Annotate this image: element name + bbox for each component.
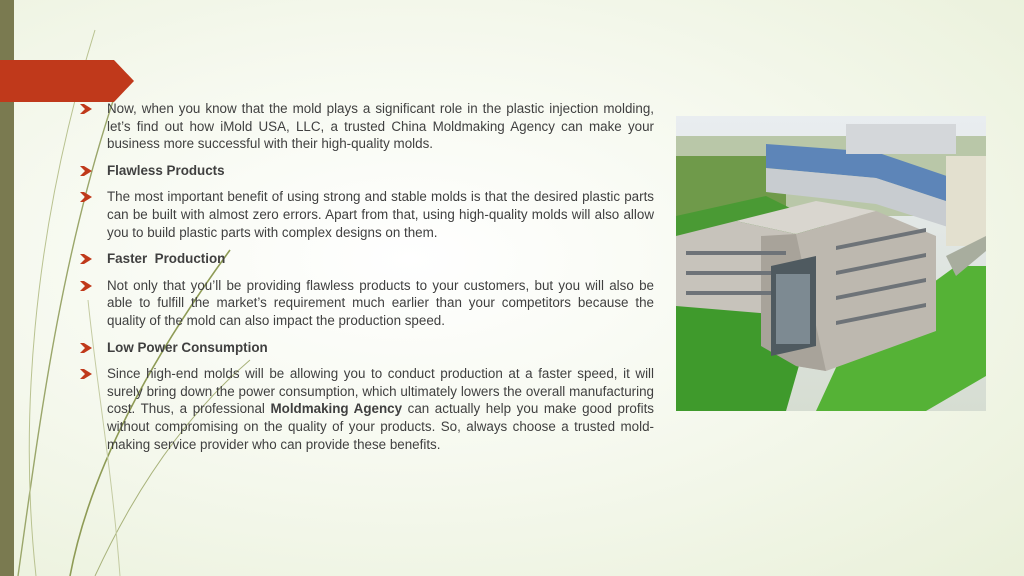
heading-flawless-products: Flawless Products — [107, 162, 225, 178]
factory-aerial-photo — [676, 116, 986, 411]
arrow-bullet-icon — [80, 192, 92, 202]
paragraph-faster: Not only that you’ll be providing flawless products to your customers, but you will also be able to fulfill the market’s requirement much earlier than your competitors because the quality of the mold can also impact the production speed. — [107, 277, 654, 328]
arrow-bullet-icon — [80, 104, 92, 114]
arrow-bullet-icon — [80, 369, 92, 379]
arrow-bullet-icon — [80, 343, 92, 353]
paragraph-low-power-part1: Since high-end molds will be allowing you to conduct production at a faster speed, it will surely bring down the power consumption, which ultimately lowers the overall manufacturing cost. Thus, a professional — [107, 366, 654, 417]
bullet-item — [80, 100, 654, 153]
bullet-heading — [80, 339, 654, 357]
moldmaking-agency-emphasis: Moldmaking Agency — [270, 401, 403, 417]
bullet-item — [80, 188, 654, 241]
paragraph-flawless: The most important benefit of using strong and stable molds is that the desired plastic parts can be built with almost zero errors. Apart from that, using high-quality molds will also allow you to build plastic parts with complex designs on them. — [107, 189, 654, 240]
bullet-item — [80, 365, 654, 453]
paragraph-low-power — [107, 366, 654, 451]
arrow-bullet-icon — [80, 254, 92, 264]
arrow-bullet-icon — [80, 166, 92, 176]
paragraph-low-power-part2: can actually help you make good profits without compromising on the quality of your products. So, always choose a trusted mold-making service provider who can provide these benefits. — [107, 401, 654, 452]
slide-body — [80, 100, 654, 462]
bullet-item — [80, 277, 654, 330]
heading-low-power: Low Power Consumption — [107, 339, 268, 355]
bullet-heading — [80, 162, 654, 180]
heading-faster-production: Faster Production — [107, 251, 226, 267]
title-accent-tab — [0, 60, 134, 102]
paragraph-intro: Now, when you know that the mold plays a significant role in the plastic injection molding, let’s find out how iMold USA, LLC, a trusted China Moldmaking Agency can make your business more successful with their high-quality molds. — [107, 101, 654, 152]
arrow-bullet-icon — [80, 281, 92, 291]
bullet-heading — [80, 250, 654, 268]
